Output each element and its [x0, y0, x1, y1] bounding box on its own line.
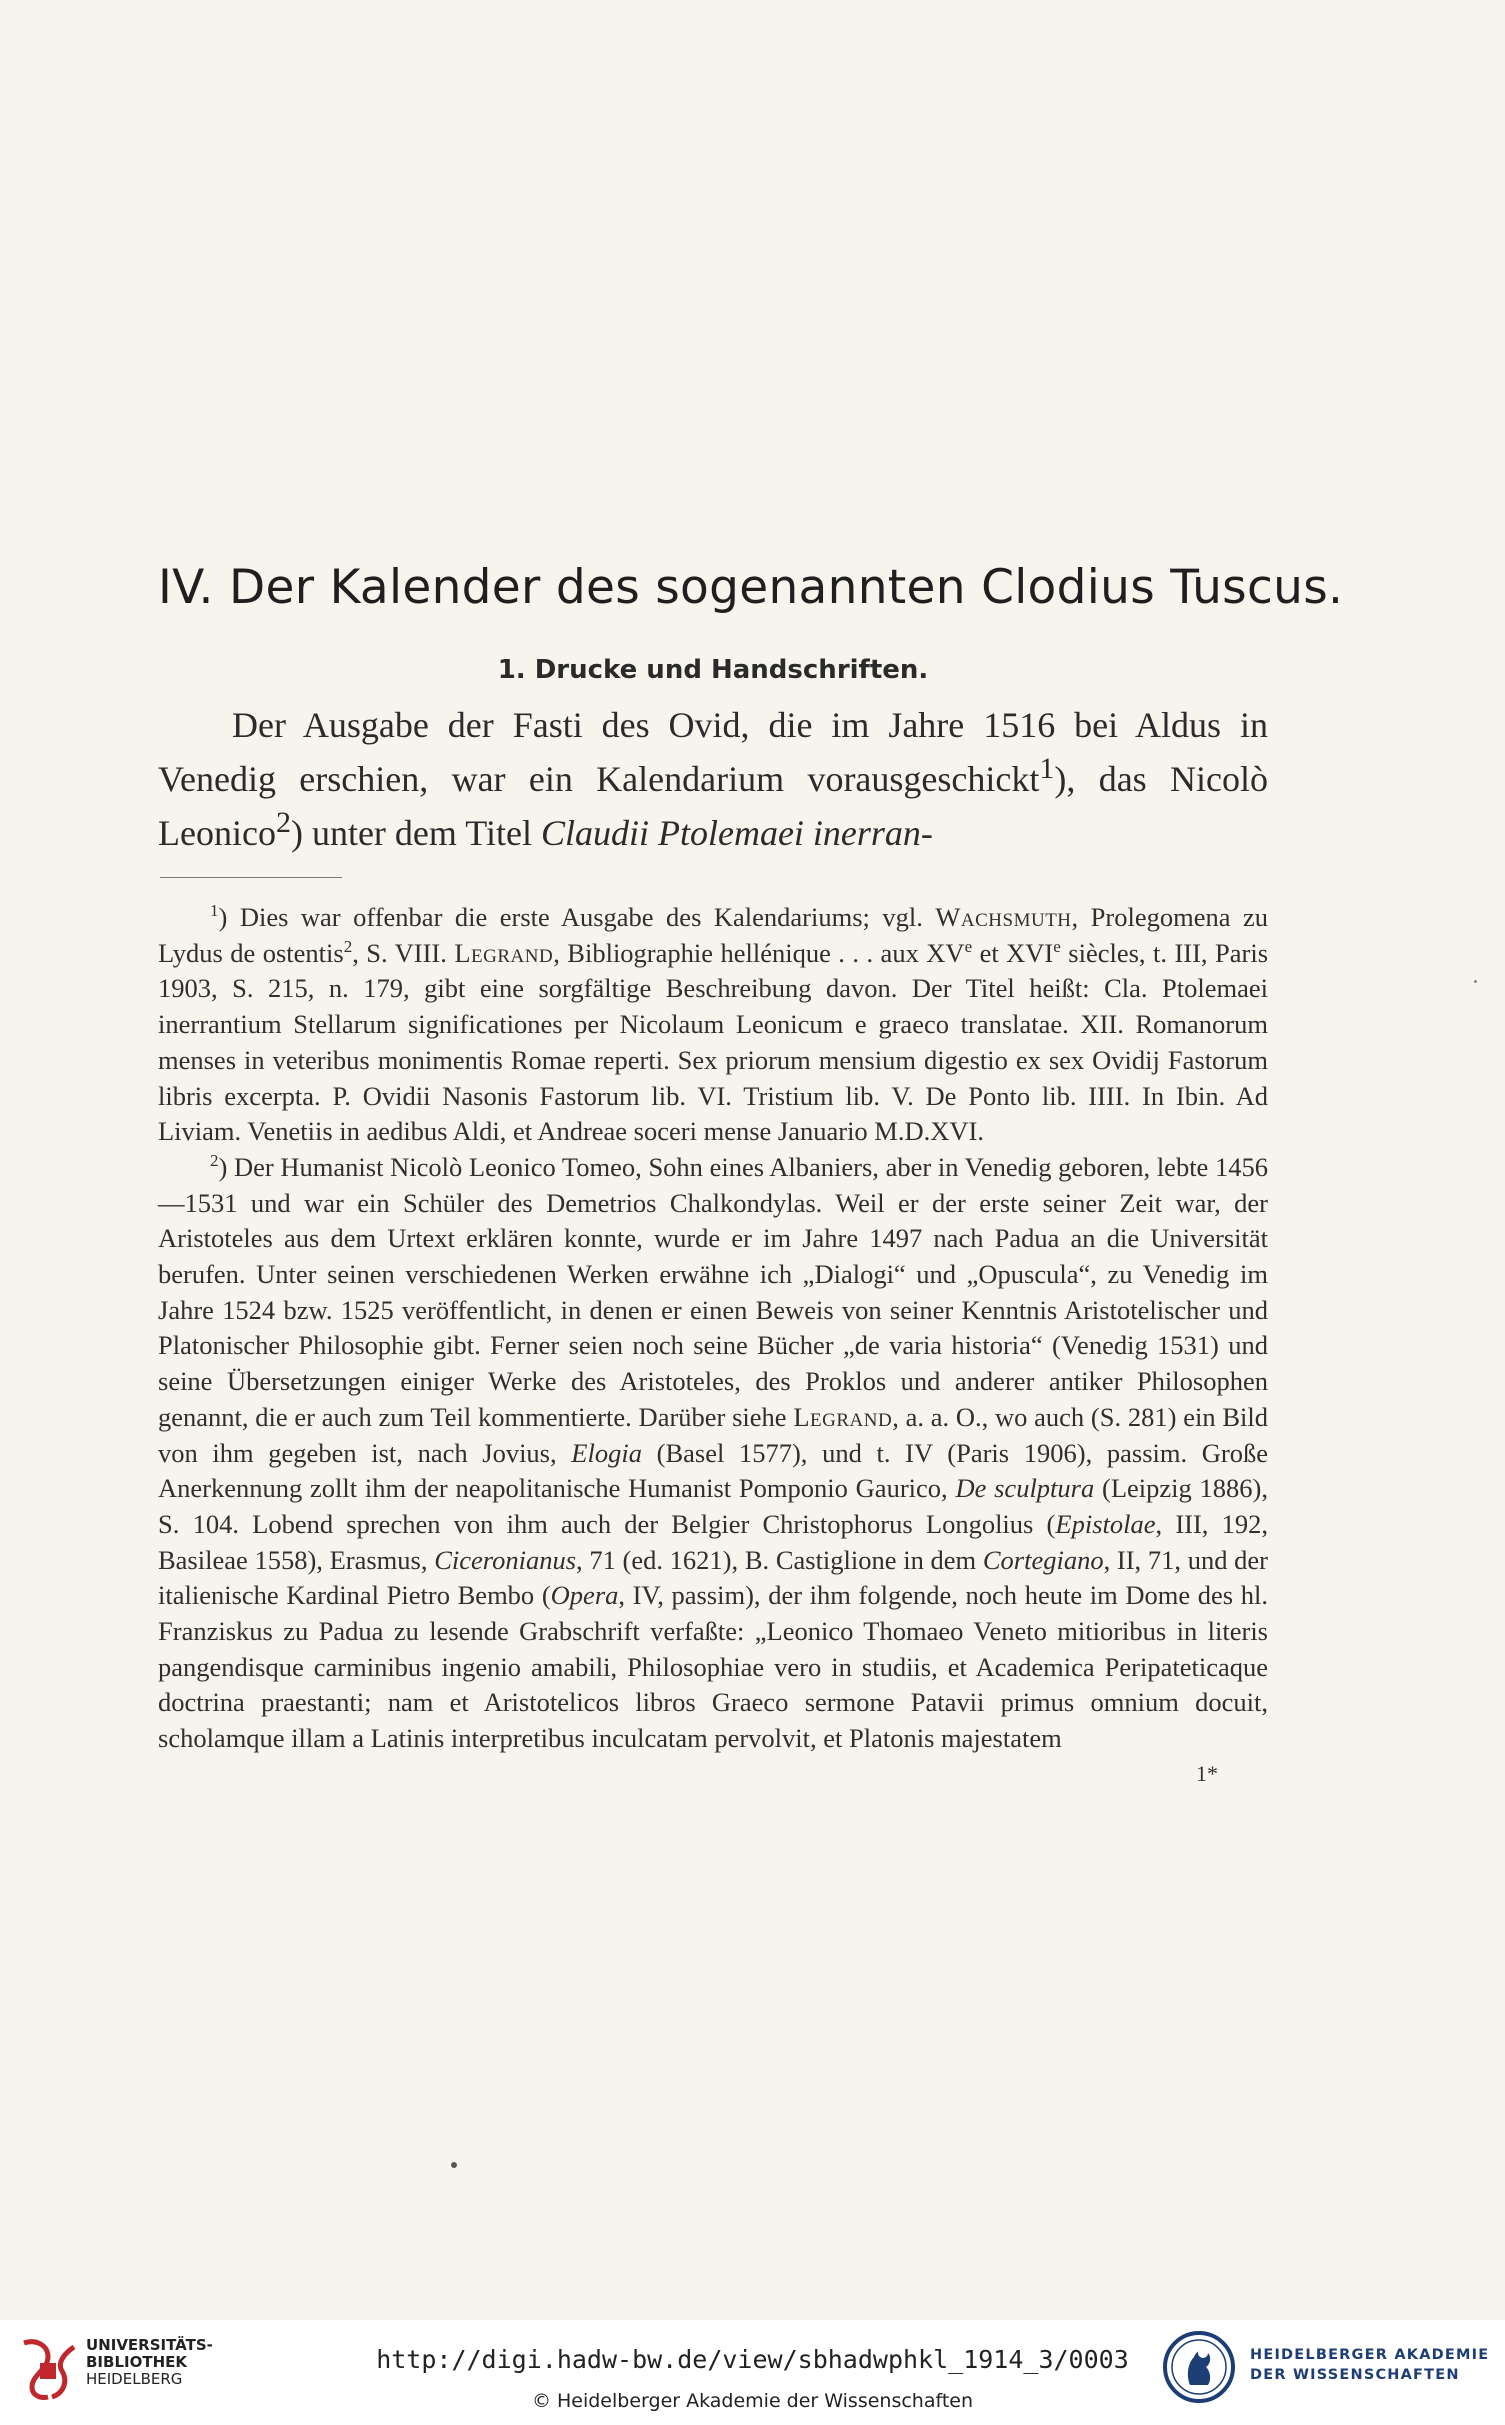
page-permalink[interactable]: http://digi.hadw-bw.de/view/sbhadwphkl_1914_3/0003 — [376, 2345, 1129, 2374]
body-text-middle: ), das Nicolò Leonico — [158, 759, 1268, 853]
footnote-2 — [158, 1150, 1268, 1757]
library-name-line: BIBLIOTHEK — [86, 2353, 187, 2371]
footnote-divider — [160, 877, 342, 878]
author-name: Legrand — [793, 1401, 893, 1432]
work-title-italic: Cortegiano — [982, 1544, 1104, 1575]
footnote-1-text: siècles, t. III, Paris 1903, S. 215, n. 179, gibt eine sorgfältige Beschreibung davon. Der Titel heißt: Cla. Ptolemaei inerrantium Stellarum significationes per Nicolaum Leonicum e graeco translatae. XII. Romanorum menses in veteribus monimentis Romae reperti. Sex priorum mensium digestio ex sex Ovidij Fastorum libris excerpta. P. Ovidii Nasonis Fastorum lib. VI. Tristium lib. V. De Ponto lib. IIII. In Ibin. Ad Liviam. Venetiis in aedibus Aldi, et Andreae soceri mense Januario M.D.XVI. — [158, 937, 1269, 1147]
footnote-2-text: , III, 192, Basileae 1558), Erasmus, — [158, 1508, 1269, 1575]
body-paragraph — [158, 703, 1268, 855]
footnote-2-text: ) Der Humanist Nicolò Leonico Tomeo, Sohn eines Albaniers, aber in Venedig geboren, lebte 1456—1531 und war ein Schüler des Demetrios Chalkondylas. Weil er der erste seiner Zeit war, der Aristoteles aus dem Urtext erklären konnte, wurde er im Jahre 1497 nach Padua an die Universität berufen. Unter seinen verschiedenen Werken erwähne ich „Dialogi“ und „Opuscula“, zu Venedig im Jahre 1524 bzw. 1525 veröffentlicht, in denen er einen Beweis von seiner Kenntnis Aristotelischer und Platonischer Philosophie gibt. Ferner seien noch seine Bücher „de varia historia“ (Venedig 1531) und seine Übersetzungen einiger Werke des Aristoteles, des Proklos und anderer antiker Philosophen genannt, die er auch zum Teil kommentierte. Darüber siehe — [158, 1151, 1268, 1432]
work-title-italic: Opera — [550, 1580, 619, 1611]
library-name-line: UNIVERSITÄTS- — [86, 2336, 213, 2354]
footnote-2-text: , II, 71, und der italienische Kardinal Pietro Bembo ( — [158, 1544, 1268, 1611]
footnote-1-text: et XVI — [972, 937, 1054, 968]
scan-speck — [451, 2162, 457, 2168]
footnote-2-text: , IV, passim), der ihm folgende, noch heute im Dome des hl. Franziskus zu Padua zu lesende Grabschrift verfaßte: „Leonico Thomaeo Veneto mitioribus in literis pangendisque carminibus ingenio amabili, Philosophiae vero in studiis, et Academica Peripateticaque doctrina praestanti; nam et Aristotelicos libros Graeco sermone Patavii primus omnium docuit, scholamque illam a Latinis interpretibus inculcatam pervolvit, et Platonis majestatem — [158, 1580, 1268, 1754]
footnote-1-text: , Prolegomena zu Lydus de ostentis — [158, 902, 1268, 968]
footnote-2-text: , a. a. O., wo auch (S. 281) ein Bild von ihm gegeben ist, nach Jovius, — [158, 1401, 1268, 1468]
footnote-ref-1: 1 — [1039, 752, 1055, 785]
footnotes — [158, 900, 1268, 1787]
section-heading: 1. Drucke und Handschriften. — [497, 655, 929, 685]
body-title-italic: Claudii Ptolemaei inerran- — [540, 813, 933, 853]
academy-name-line: DER WISSENSCHAFTEN — [1250, 2367, 1460, 2383]
footnote-1-text: ) Dies war offenbar die erste Ausgabe des Kalendariums; vgl. — [218, 902, 936, 932]
century-superscript: e — [964, 936, 973, 956]
body-text-after-ref: ) unter dem Titel — [290, 813, 541, 853]
copyright-notice: © Heidelberger Akademie der Wissenschaften — [531, 2390, 974, 2412]
footnote-1 — [158, 900, 1268, 1150]
academy-name — [1250, 2345, 1489, 2385]
footnote-2-text: (Basel 1577), und t. IV (Paris 1906), passim. Große Anerkennung zollt ihm der neapolitanische Humanist Pomponio Gaurico, — [158, 1437, 1269, 1504]
author-name: Wachsmuth — [935, 902, 1072, 932]
scan-speck — [1474, 980, 1477, 983]
work-title-italic: De sculptura — [955, 1473, 1095, 1504]
work-title-italic: Epistolae — [1055, 1508, 1156, 1539]
academy-name-line: HEIDELBERGER AKADEMIE — [1250, 2347, 1490, 2363]
footnote-1-text: , Bibliographie hellénique . . . aux XV — [553, 937, 965, 968]
century-superscript: e — [1053, 936, 1061, 956]
footnote-2-text: (Leipzig 1886), S. 104. Lobend sprechen von ihm auch der Belgier Christophorus Longolius ( — [158, 1473, 1268, 1539]
library-name-line: HEIDELBERG — [86, 2370, 183, 2388]
footnote-2-text: , 71 (ed. 1621), B. Castiglione in dem — [576, 1544, 983, 1575]
footnote-2-marker: 2 — [210, 1151, 219, 1171]
chapter-title: IV. Der Kalender des sogenannten Clodius Tuscus. — [158, 560, 1344, 615]
footnote-1-text: , S. VIII. — [352, 937, 455, 968]
body-text-start: Der Ausgabe der Fasti des Ovid, die im Jahre 1516 bei Aldus in Venedig erschien, war ein Kalendarium vorausgeschickt — [158, 705, 1268, 799]
edition-superscript: 2 — [343, 936, 353, 956]
footnote-1-marker: 1 — [210, 901, 219, 921]
author-name: Legrand — [454, 937, 554, 968]
page-signature: 1* — [1196, 1760, 1218, 1786]
academy-seal-icon — [1162, 2327, 1236, 2407]
work-title-italic: Ciceronianus — [434, 1544, 577, 1575]
work-title-italic: Elogia — [571, 1437, 642, 1468]
footnote-ref-2: 2 — [275, 806, 291, 839]
text-column — [158, 560, 1344, 1787]
